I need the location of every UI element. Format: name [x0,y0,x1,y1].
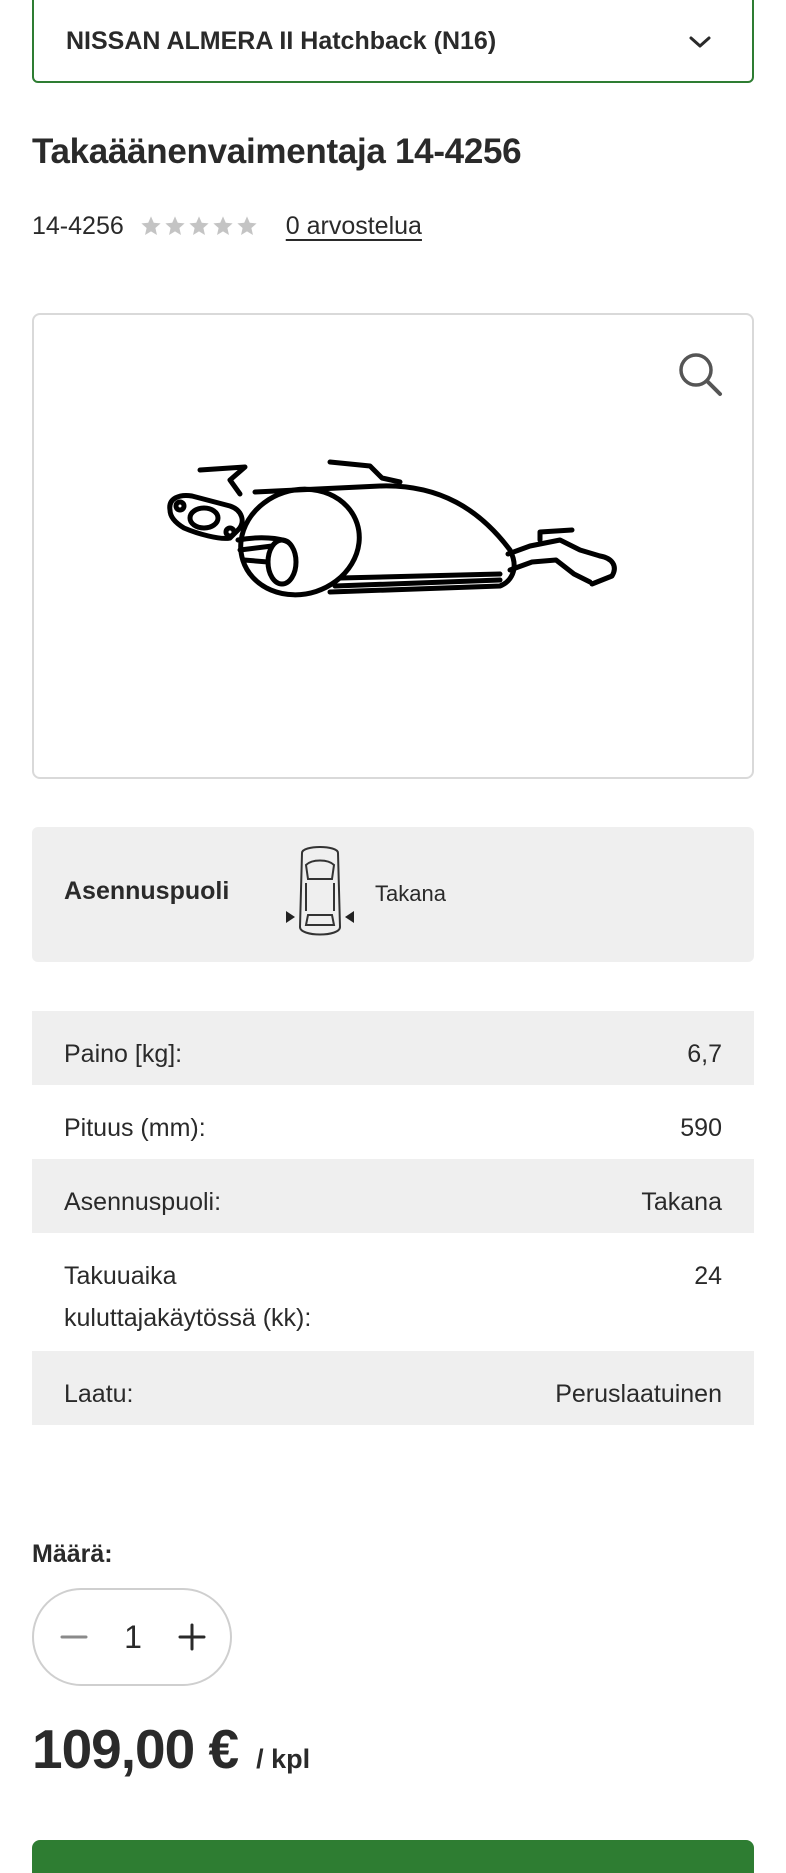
muffler-illustration [160,450,664,650]
add-to-cart-button[interactable] [32,1840,754,1873]
spec-value: Takana [641,1188,722,1216]
product-meta [32,208,422,244]
reviews-link[interactable]: 0 arvostelua [285,211,422,240]
car-top-view-icon [262,843,378,945]
rating-stars [140,215,258,237]
spec-row [32,1085,754,1159]
spec-key: Asennuspuoli: [64,1188,222,1216]
spec-value: 6,7 [687,1040,722,1068]
spec-key: Paino [kg]: [64,1040,183,1068]
star-icon [140,215,162,237]
spec-row [32,1233,754,1351]
spec-row [32,1011,754,1085]
star-icon [164,215,186,237]
spec-value: 590 [680,1114,722,1142]
spec-row [32,1159,754,1233]
spec-value: Peruslaatuinen [555,1380,722,1408]
vehicle-selector[interactable] [32,0,754,83]
mounting-side-panel [32,827,754,962]
plus-icon[interactable] [172,1617,212,1657]
product-title: Takaäänenvaimentaja 14-4256 [32,132,522,171]
quantity-label: Määrä: [32,1540,113,1568]
quantity-stepper[interactable] [32,1588,232,1686]
magnifier-icon[interactable] [676,350,724,398]
specs-table [32,1011,754,1425]
star-icon [212,215,234,237]
mounting-side-label: Asennuspuoli [64,877,230,905]
spec-key: Takuuaika kuluttajakäytössä (kk): [64,1262,312,1332]
price [32,1717,310,1781]
product-sku: 14-4256 [32,211,124,240]
quantity-value[interactable]: 1 [124,1618,142,1655]
minus-icon[interactable] [54,1617,94,1657]
star-icon [188,215,210,237]
spec-key: Pituus (mm): [64,1114,206,1142]
spec-row [32,1351,754,1425]
vehicle-selector-label: NISSAN ALMERA II Hatchback (N16) [66,27,497,55]
mounting-side-value: Takana [375,881,446,906]
spec-key: Laatu: [64,1380,134,1408]
product-image-box[interactable] [32,313,754,779]
spec-value: 24 [694,1262,722,1290]
price-unit: / kpl [256,1744,311,1774]
star-icon [236,215,258,237]
chevron-down-icon[interactable] [686,28,714,56]
price-amount: 109,00 € [32,1718,239,1780]
